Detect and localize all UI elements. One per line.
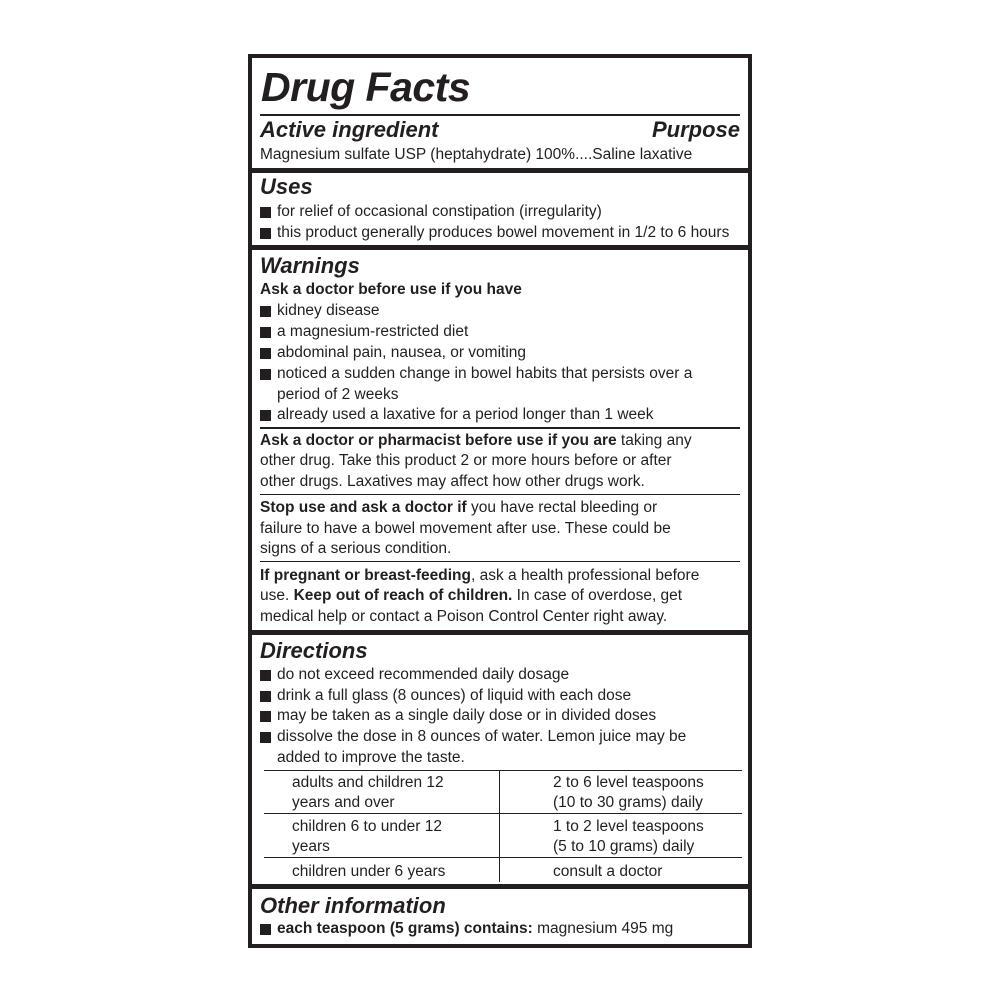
pregnancy-text: use. <box>260 587 294 604</box>
section-bar <box>252 168 748 173</box>
drug-facts-panel <box>248 54 752 948</box>
stop-use-bold: Stop use and ask a doctor if <box>260 499 467 516</box>
bullet-icon <box>260 732 271 743</box>
pharmacist-warning-text: taking any <box>616 432 692 449</box>
other-info-text: magnesium 495 mg <box>532 920 674 937</box>
bullet-icon <box>260 711 271 722</box>
warning-divider <box>260 427 740 429</box>
directions-item: do not exceed recommended daily dosage <box>277 666 570 683</box>
bullet-icon <box>260 306 271 317</box>
active-ingredient-line <box>260 145 692 165</box>
page-title: Drug Facts <box>261 64 471 110</box>
ask-doctor-heading: Ask a doctor before use if you have <box>260 281 522 298</box>
stop-use-line: signs of a serious condition. <box>260 540 452 557</box>
section-bar <box>252 630 748 635</box>
bullet-icon <box>260 369 271 380</box>
pregnancy-bold: If pregnant or breast-feeding <box>260 567 471 584</box>
warning-item: abdominal pain, nausea, or vomiting <box>277 344 527 361</box>
pregnancy-line <box>260 586 682 606</box>
bullet-icon <box>260 207 271 218</box>
bullet-icon <box>260 348 271 359</box>
uses-item: for relief of occasional constipation (irregularity) <box>277 203 602 220</box>
overdose-text: In case of overdose, get <box>512 587 683 604</box>
table-rule <box>264 770 742 771</box>
section-bar <box>252 884 748 889</box>
warning-item: a magnesium-restricted diet <box>277 323 469 340</box>
age-cell: adults and children 12 <box>292 774 444 791</box>
warnings-heading: Warnings <box>260 253 360 278</box>
age-cell: years and over <box>292 794 395 811</box>
directions-item: dissolve the dose in 8 ounces of water. Lemon juice may be <box>277 728 687 745</box>
age-cell: children 6 to under 12 <box>292 818 442 835</box>
uses-item: this product generally produces bowel movement in 1/2 to 6 hours <box>277 224 730 241</box>
pregnancy-warning <box>260 566 699 586</box>
bullet-icon <box>260 691 271 702</box>
keep-out-of-reach: Keep out of reach of children. <box>293 587 513 604</box>
warning-item: noticed a sudden change in bowel habits that persists over a <box>277 365 693 382</box>
purpose-text: Saline laxative <box>592 146 693 163</box>
uses-heading: Uses <box>260 174 313 199</box>
dose-cell: (10 to 30 grams) daily <box>553 794 703 811</box>
bullet-icon <box>260 924 271 935</box>
purpose-heading: Purpose <box>651 117 740 142</box>
pregnancy-text: , ask a health professional before <box>471 567 700 584</box>
age-cell: children under 6 years <box>292 863 446 880</box>
stop-use-warning <box>260 498 657 518</box>
dose-cell: 1 to 2 level teaspoons <box>553 818 704 835</box>
title-divider <box>260 114 740 116</box>
directions-item-continued: added to improve the taste. <box>277 749 465 766</box>
directions-item: may be taken as a single daily dose or in divided doses <box>277 707 657 724</box>
warning-item: kidney disease <box>277 302 380 319</box>
bullet-icon <box>260 327 271 338</box>
other-info-heading: Other information <box>260 893 446 918</box>
age-cell: years <box>292 838 330 855</box>
table-rule <box>264 813 742 814</box>
dose-cell: (5 to 10 grams) daily <box>553 838 695 855</box>
directions-heading: Directions <box>260 638 368 663</box>
pharmacist-warning-line: other drugs. Laxatives may affect how other drugs work. <box>260 473 645 490</box>
dose-cell: consult a doctor <box>553 863 663 880</box>
dose-cell: 2 to 6 level teaspoons <box>553 774 704 791</box>
table-rule <box>264 857 742 858</box>
pharmacist-warning-line: other drug. Take this product 2 or more hours before or after <box>260 452 672 469</box>
pharmacist-warning <box>260 431 692 451</box>
stop-use-line: failure to have a bowel movement after use. These could be <box>260 520 671 537</box>
ingredient-text: Magnesium sulfate USP (heptahydrate) 100% <box>260 146 576 163</box>
bullet-icon <box>260 228 271 239</box>
directions-item: drink a full glass (8 ounces) of liquid with each dose <box>277 687 632 704</box>
other-info-item <box>277 919 673 939</box>
warning-divider <box>260 561 740 562</box>
other-info-bold: each teaspoon (5 grams) contains: <box>277 920 533 937</box>
pregnancy-line: medical help or contact a Poison Control Center right away. <box>260 608 668 625</box>
table-column-divider <box>499 770 500 882</box>
warning-item-continued: period of 2 weeks <box>277 386 399 403</box>
stop-use-text: you have rectal bleeding or <box>466 499 658 516</box>
leader-dots: .... <box>575 146 593 163</box>
active-ingredient-heading: Active ingredient <box>260 117 439 142</box>
bullet-icon <box>260 410 271 421</box>
bullet-icon <box>260 670 271 681</box>
warning-item: already used a laxative for a period longer than 1 week <box>277 406 654 423</box>
pharmacist-warning-bold: Ask a doctor or pharmacist before use if you are <box>260 432 617 449</box>
section-bar <box>252 245 748 250</box>
warning-divider <box>260 494 740 495</box>
